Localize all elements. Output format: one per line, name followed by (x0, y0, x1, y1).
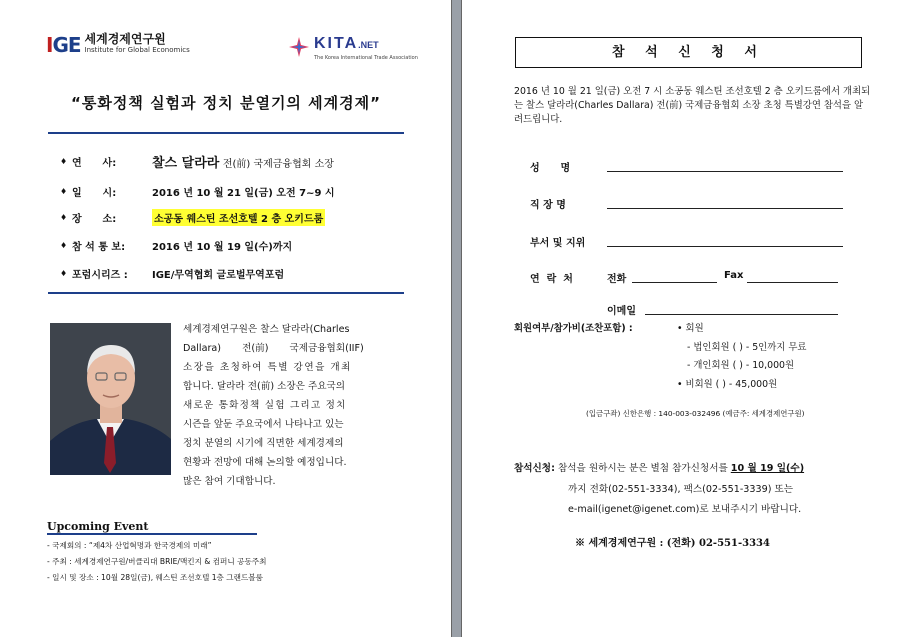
invitation-page (0, 0, 452, 637)
fax-field[interactable] (747, 282, 838, 283)
info-row-rsvp: ♦ 참 석 통 보: 2016 년 10 월 19 일(수)까지 (60, 241, 293, 253)
non-member-option[interactable]: • 비회원 ( ) - 45,000원 (677, 379, 778, 390)
name-field[interactable] (607, 171, 843, 172)
kita-star-icon (288, 36, 310, 58)
info-row-speaker: ♦ 연 사: 찰스 달라라 전(前) 국제금융협회 소장 (60, 156, 334, 171)
form-title: 참 석 신 청 서 (515, 37, 862, 68)
email-label: 이메일 (607, 306, 636, 317)
email-field[interactable] (645, 314, 838, 315)
speaker-bio: 세계경제연구원은 찰스 달라라(Charles Dallara) 전(前) 국제금융협회(IIF) 소장을 초청하여 특별 강연을 개최 합니다. 달라라 전(前) 소장은 주요국의 새로운 통화정책 실험 그리고 정치 시즌을 앞둔 주요국에서 나타나고 있는 정치 분열의 시기에 직면한 세계경제의 현황과 전망에 대해 논의할 예정입니다. 많은 참여 기대합니다. (183, 324, 364, 487)
dept-field[interactable] (607, 246, 843, 247)
divider (48, 292, 404, 294)
company-label: 직 장 명 (530, 200, 566, 211)
divider (47, 533, 257, 535)
upcoming-event-item: - 주최 : 세계경제연구원/버클리대 BRIE/맥킨지 & 컴퍼니 공동주최 (47, 557, 267, 566)
form-intro: 2016 년 10 월 21 일(금) 오전 7 시 소공동 웨스틴 조선호텔 2 층 오키드룸에서 개최되는 찰스 달라라(Charles Dallara) 전(前) 국제금융협회 소장 초청 특별강연 참석을 알려드립니다. (514, 86, 871, 125)
individual-member-option[interactable]: - 개인회원 ( ) - 10,000원 (687, 360, 795, 371)
page-title: “통화정책 실험과 정치 분열기의 세계경제” (71, 94, 381, 112)
info-row-forum: ♦ 포럼시리즈 : IGE/무역협회 글로벌무역포럼 (60, 269, 285, 281)
corporate-member-option[interactable]: - 법인회원 ( ) - 5인까지 무료 (687, 342, 807, 353)
speaker-photo (50, 323, 171, 475)
ige-logo (46, 34, 190, 56)
upcoming-event-heading: Upcoming Event (47, 520, 149, 533)
name-label: 성 명 (530, 163, 571, 174)
upcoming-event-item: - 국제회의 : “제4차 산업혁명과 한국경제의 미래” (47, 541, 212, 550)
divider (48, 132, 404, 134)
info-row-date: ♦ 일 시: 2016 년 10 월 21 일(금) 오전 7~9 시 (60, 187, 335, 199)
ige-logo-name-kr: 세계경제연구원 (84, 32, 166, 46)
fax-label: Fax (724, 270, 744, 281)
dept-label: 부서 및 지위 (530, 238, 586, 249)
contact-footer: ※ 세계경제연구원 : (전화) 02-551-3334 (575, 538, 770, 549)
kita-logo: KITA.NET The Korea International Trade Association (288, 36, 418, 61)
membership-label: 회원여부/참가비(조찬포함) : (514, 323, 633, 334)
notice-line3: e-mail(igenet@igenet.com)로 보내주시기 바랍니다. (568, 504, 802, 515)
phone-field[interactable] (632, 282, 717, 283)
bank-account: (입금구좌) 신한은행 : 140-003-032496 (예금주: 세계경제연구원) (586, 409, 805, 418)
application-form-page (461, 0, 913, 637)
contact-label: 연 락 처 (530, 274, 573, 285)
member-option: • 회원 (677, 323, 704, 334)
notice-line2: 까지 전화(02-551-3334), 팩스(02-551-3339) 또는 (568, 484, 794, 495)
notice-line1: 참석신청: 참석을 원하시는 분은 별첨 참가신청서를 10 월 19 일(수) (514, 463, 805, 474)
info-row-venue: ♦ 장 소: 소공동 웨스틴 조선호텔 2 층 오키드룸 (60, 209, 325, 226)
upcoming-event-item: - 일시 및 장소 : 10월 28일(금), 웨스틴 조선호텔 1층 그랜드볼룸 (47, 573, 263, 582)
ige-logo-mark: IGE (46, 33, 81, 57)
ige-logo-name-en: Institute for Global Economics (84, 46, 190, 54)
phone-label: 전화 (607, 274, 627, 285)
kita-logo-name-en: The Korea International Trade Association (314, 55, 418, 61)
company-field[interactable] (607, 208, 843, 209)
